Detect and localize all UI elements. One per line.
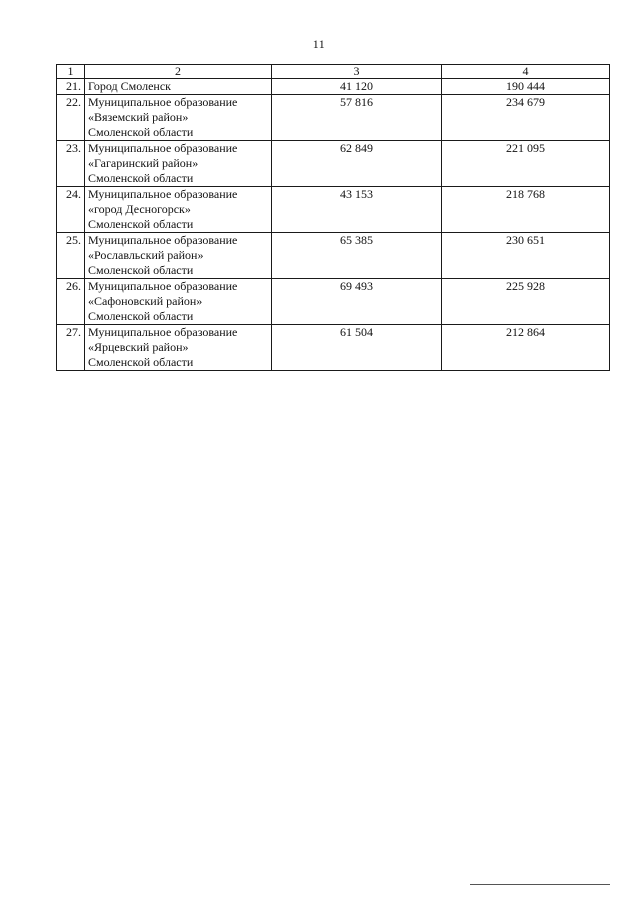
header-cell-2: 2 bbox=[85, 65, 272, 79]
row-name-line: Муниципальное образование bbox=[88, 325, 238, 339]
row-number: 21. bbox=[57, 79, 85, 95]
data-table bbox=[56, 64, 610, 371]
row-value-col4: 234 679 bbox=[442, 95, 610, 141]
row-name-line: Смоленской области bbox=[88, 125, 194, 139]
row-name-line: Смоленской области bbox=[88, 171, 194, 185]
row-name-line: «Ярцевский район» bbox=[88, 340, 189, 354]
row-name-line: «Сафоновский район» bbox=[88, 294, 203, 308]
row-name-line: Муниципальное образование bbox=[88, 141, 238, 155]
row-number: 22. bbox=[57, 95, 85, 141]
row-name bbox=[85, 95, 272, 141]
row-value-col4: 218 768 bbox=[442, 187, 610, 233]
row-name-line: Муниципальное образование bbox=[88, 95, 238, 109]
row-value-col4: 190 444 bbox=[442, 79, 610, 95]
table-row bbox=[57, 187, 610, 233]
table-row bbox=[57, 325, 610, 371]
row-name bbox=[85, 325, 272, 371]
table-row bbox=[57, 141, 610, 187]
row-value-col3: 43 153 bbox=[272, 187, 442, 233]
row-name-line: «Гагаринский район» bbox=[88, 156, 199, 170]
row-name-line: «Вяземский район» bbox=[88, 110, 189, 124]
header-cell-4: 4 bbox=[442, 65, 610, 79]
table-row bbox=[57, 279, 610, 325]
row-number: 25. bbox=[57, 233, 85, 279]
page-number: 11 bbox=[312, 37, 326, 51]
row-value-col4: 221 095 bbox=[442, 141, 610, 187]
row-value-col4: 230 651 bbox=[442, 233, 610, 279]
row-name-line: Муниципальное образование bbox=[88, 279, 238, 293]
row-value-col3: 62 849 bbox=[272, 141, 442, 187]
row-number: 26. bbox=[57, 279, 85, 325]
row-number: 24. bbox=[57, 187, 85, 233]
row-name-line: Муниципальное образование bbox=[88, 233, 238, 247]
row-name-line: Муниципальное образование bbox=[88, 187, 238, 201]
row-number: 27. bbox=[57, 325, 85, 371]
row-name bbox=[85, 187, 272, 233]
table-row bbox=[57, 79, 610, 95]
row-name-line: Смоленской области bbox=[88, 309, 194, 323]
row-value-col4: 225 928 bbox=[442, 279, 610, 325]
header-cell-3: 3 bbox=[272, 65, 442, 79]
row-name-line: Смоленской области bbox=[88, 217, 194, 231]
row-value-col4: 212 864 bbox=[442, 325, 610, 371]
row-name-line: Смоленской области bbox=[88, 263, 194, 277]
row-name-line: Смоленской области bbox=[88, 355, 194, 369]
row-name-line: «город Десногорск» bbox=[88, 202, 191, 216]
row-name bbox=[85, 79, 272, 95]
row-name bbox=[85, 233, 272, 279]
row-value-col3: 61 504 bbox=[272, 325, 442, 371]
row-value-col3: 65 385 bbox=[272, 233, 442, 279]
table-row bbox=[57, 95, 610, 141]
row-value-col3: 69 493 bbox=[272, 279, 442, 325]
row-name bbox=[85, 279, 272, 325]
row-name-line: Город Смоленск bbox=[88, 79, 171, 93]
table-row bbox=[57, 233, 610, 279]
row-name bbox=[85, 141, 272, 187]
row-number: 23. bbox=[57, 141, 85, 187]
row-name-line: «Рославльский район» bbox=[88, 248, 204, 262]
footer-divider bbox=[470, 884, 610, 885]
header-cell-1: 1 bbox=[57, 65, 85, 79]
table-header-row bbox=[57, 65, 610, 79]
row-value-col3: 41 120 bbox=[272, 79, 442, 95]
row-value-col3: 57 816 bbox=[272, 95, 442, 141]
